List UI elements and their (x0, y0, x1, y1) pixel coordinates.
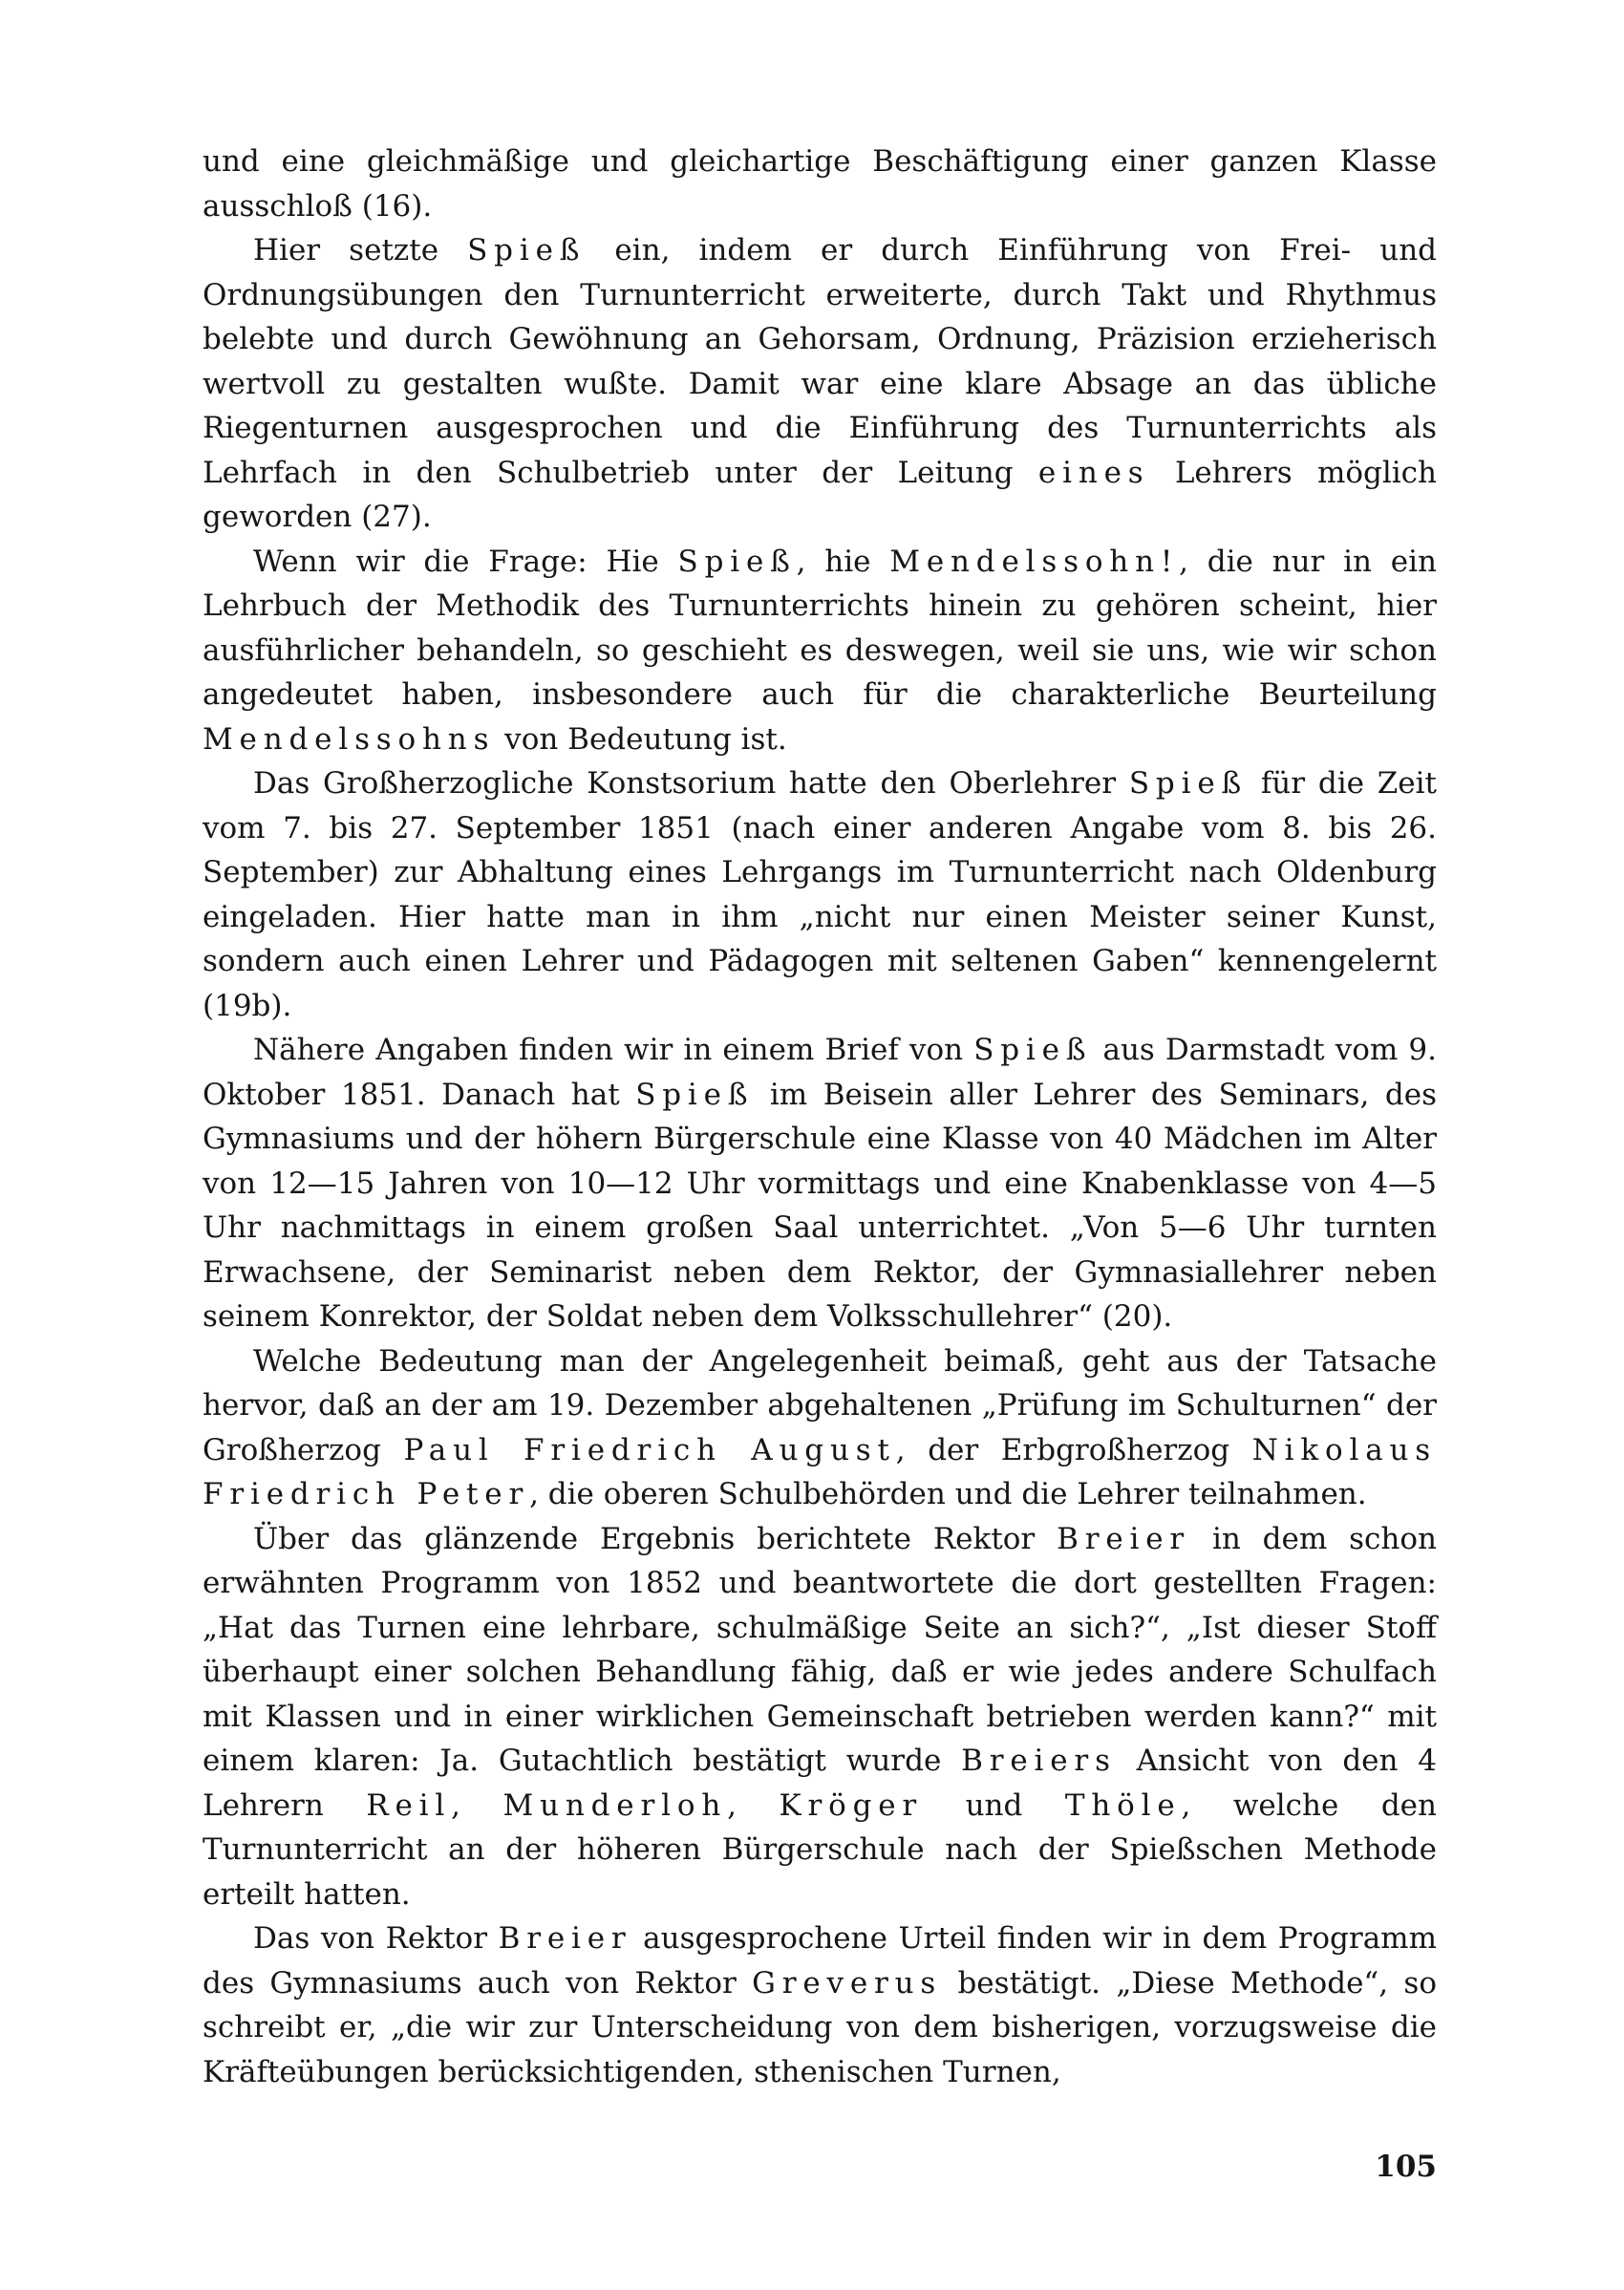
spaced-name: Spieß (467, 233, 587, 268)
text-run: Welche Bedeutung man der Angelegenheit beimaß, geht aus der Tatsache hervor, daß an der am 19. Dezember abgehaltenen „Prüfung im Schulturnen“ der Großherzog (203, 1343, 1437, 1467)
text-run: Das von Rektor (253, 1921, 499, 1956)
paragraph (203, 1916, 1437, 2094)
text-run: Ansicht von den 4 Lehrern (203, 1744, 1437, 1823)
paragraph (203, 761, 1437, 1028)
spaced-name: Spieß (1128, 766, 1249, 801)
text-run: , hie (796, 544, 890, 579)
text-run: im Beisein aller Lehrer des Seminars, des Gymnasiums und der höhern Bürgerschule eine Klasse von 40 Mädchen im Alter von 12—15 Jahren von 10—12 Uhr vormittags und eine Knabenklasse von 4—5 Uhr nachmittags in einem großen Saal unterrichtet. „Von 5—6 Uhr turnten Erwachsene, der Seminarist neben dem Rektor, der Gymnasiallehrer neben seinem Konrektor, der Soldat neben dem Volksschullehrer“ (20). (203, 1077, 1437, 1334)
paragraph (203, 1517, 1437, 1917)
paragraph (203, 1028, 1437, 1339)
spaced-name: Breiers (961, 1744, 1117, 1778)
spaced-name: eines (1037, 455, 1150, 490)
spaced-name: Breier (498, 1921, 632, 1956)
text-run: , die nur in ein Lehrbuch der Methodik des Turnunterrichts hinein zu gehören scheint, hier ausführlicher behandeln, so geschieht es deswegen, weil sie uns, wie wir schon angedeutet haben, insbesondere auch für die charakterliche Beurteilung (203, 544, 1437, 712)
spaced-name: Kröger (779, 1787, 924, 1823)
spaced-name: Nikolaus Friedrich Peter (203, 1432, 1438, 1511)
paragraph (203, 540, 1437, 762)
text-run: aus Darmstadt vom 9. Oktober 1851. Danach hat (203, 1033, 1438, 1112)
text-run: und eine gleichmäßige und gleichartige Beschäftigung einer ganzen Klasse ausschloß (16). (203, 144, 1437, 224)
spaced-name: Mendelssohns (203, 721, 496, 757)
text-run: bestätigt. „Diese Methode“, so schreibt er, „die wir zur Unterscheidung von dem bisherigen, vorzugsweise die Kräfteübungen berücksichtigenden, sthenischen Turnen, (203, 1965, 1437, 2089)
text-run: und (923, 1787, 1065, 1823)
spaced-name: Mendelssohn! (889, 544, 1180, 579)
text-run: Nähere Angaben finden wir in einem Brief von (253, 1033, 974, 1067)
text-run: für die Zeit vom 7. bis 27. September 1851 (nach einer anderen Angabe vom 8. bis 26. September) zur Abhaltung eines Lehrgangs im Turnunterricht nach Oldenburg eingeladen. Hier hatte man in ihm „nicht nur einen Meister seiner Kunst, sondern auch einen Lehrer und Pädagogen mit seltenen Gaben“ kennengelernt (19b). (203, 766, 1438, 1023)
spaced-name: Reil (366, 1787, 452, 1823)
text-run: , (451, 1787, 503, 1823)
spaced-name: Breier (1057, 1521, 1191, 1556)
text-run: Hier setzte (253, 233, 468, 268)
body-text (203, 139, 1437, 2094)
text-run: Wenn wir die Frage: Hie (253, 544, 678, 579)
page-number: 105 (1375, 2150, 1437, 2184)
spaced-name: Thöle (1064, 1787, 1182, 1823)
spaced-name: Spieß (635, 1077, 755, 1112)
text-run: , welche den Turnunterricht an der höheren Bürgerschule nach der Spießschen Methode erteilt hatten. (203, 1787, 1437, 1912)
text-run: ausgesprochene Urteil finden wir in dem Programm des Gymnasiums auch von Rektor (203, 1921, 1437, 2001)
spaced-name: Munderloh (502, 1787, 728, 1823)
text-run: Über das glänzende Ergebnis berichtete Rektor (253, 1521, 1058, 1556)
spaced-name: Paul Friedrich August (403, 1432, 896, 1467)
paragraph (203, 228, 1437, 540)
text-run: von Bedeutung ist. (495, 721, 787, 757)
text-run: , (727, 1787, 780, 1823)
paragraph (203, 139, 1437, 228)
paragraph (203, 1339, 1437, 1517)
text-run: Das Großherzogliche Konstsorium hatte den Oberlehrer (253, 766, 1129, 801)
text-run: in dem schon erwähnten Programm von 1852 und beantwortete die dort gestellten Fragen: „Hat das Turnen eine lehrbare, schulmäßige Seite an sich?“, „Ist dieser Stoff überhaupt einer solchen Behandlung fähig, daß er wie jedes andere Schulfach mit Klassen und in einer wirklichen Gemeinschaft betrieben werden kann?“ mit einem klaren: Ja. Gutachtlich bestätigt wurde (203, 1521, 1437, 1778)
spaced-name: Greverus (752, 1965, 943, 2001)
text-run: ein, indem er durch Einführung von Frei- und Ordnungsübungen den Turnunterricht erweiterte, durch Takt und Rhythmus belebte und durch Gewöhnung an Gehorsam, Ordnung, Präzision erzieherisch wertvoll zu gestalten wußte. Damit war eine klare Absage an das übliche Riegenturnen ausgesprochen und die Einführung des Turnunterrichts als Lehrfach in den Schulbetrieb unter der Leitung (203, 233, 1437, 490)
text-run: Lehrers möglich geworden (27). (203, 455, 1437, 534)
spaced-name: Spieß (973, 1033, 1093, 1067)
text-run: , die oberen Schulbehörden und die Lehrer teilnahmen. (529, 1477, 1367, 1511)
spaced-name: Spieß (677, 544, 797, 579)
text-run: , der Erbgroßherzog (895, 1432, 1252, 1467)
